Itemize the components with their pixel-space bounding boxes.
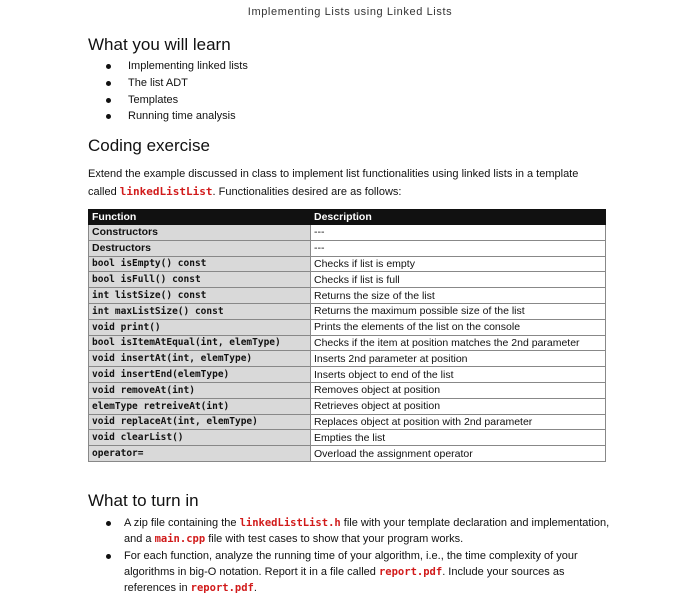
description-cell: Checks if the item at position matches the 2nd parameter (311, 335, 606, 351)
list-item: Running time analysis (104, 108, 248, 125)
description-cell: --- (311, 225, 606, 241)
header-file-code: linkedListList.h (239, 517, 341, 529)
class-name-code: linkedListList (119, 185, 213, 198)
table-row (89, 256, 606, 272)
turnin-text: . (253, 582, 257, 594)
description-cell: Checks if list is empty (311, 256, 606, 272)
function-cell: void print() (89, 319, 311, 335)
table-body (89, 225, 606, 462)
function-cell: Destructors (89, 240, 311, 256)
function-cell: bool isFull() const (89, 272, 311, 288)
table-row (89, 414, 606, 430)
learn-list (104, 58, 248, 125)
table-row (89, 288, 606, 304)
turnin-text: A zip file containing the (124, 517, 240, 529)
description-cell: Returns the maximum possible size of the list (311, 303, 606, 319)
table-row (89, 367, 606, 383)
description-cell: Prints the elements of the list on the console (311, 319, 606, 335)
table-row (89, 303, 606, 319)
intro-text-end: . Functionalities desired are as follows: (212, 186, 402, 198)
table-row (89, 351, 606, 367)
learn-heading: What you will learn (88, 35, 231, 54)
exercise-heading: Coding exercise (88, 136, 210, 155)
table-row (89, 446, 606, 462)
description-cell: Empties the list (311, 430, 606, 446)
description-cell: Inserts object to end of the list (311, 367, 606, 383)
description-cell: Checks if list is full (311, 272, 606, 288)
turnin-list (104, 515, 614, 597)
function-cell: void insertAt(int, elemType) (89, 351, 311, 367)
turnin-heading: What to turn in (88, 491, 199, 510)
table-row (89, 382, 606, 398)
table-row (89, 335, 606, 351)
function-cell: void insertEnd(elemType) (89, 367, 311, 383)
intro-text: Extend the example discussed in class to implement list functionalities using linked lists in a template called (88, 168, 579, 198)
function-cell: Constructors (89, 225, 311, 241)
list-item: Templates (104, 92, 248, 109)
function-cell: operator= (89, 446, 311, 462)
description-cell: --- (311, 240, 606, 256)
list-item (104, 515, 614, 547)
turnin-text: file with your template declaration and implementation, and a (124, 517, 610, 545)
page-header: Implementing Lists using Linked Lists (247, 6, 453, 18)
table-row (89, 225, 606, 241)
column-header-function: Function (89, 210, 311, 225)
function-cell: void removeAt(int) (89, 382, 311, 398)
turnin-text: For each function, analyze the running time of your algorithm, i.e., the time complexity of your algorithms in big-O notation. Report it in a file called (124, 550, 578, 578)
turnin-text: file with test cases to show that your program works. (205, 533, 464, 545)
main-file-code: main.cpp (154, 533, 206, 545)
list-item: The list ADT (104, 75, 248, 92)
report-file-code: report.pdf (378, 566, 443, 578)
table-row (89, 272, 606, 288)
description-cell: Overload the assignment operator (311, 446, 606, 462)
table-row (89, 430, 606, 446)
function-cell: bool isEmpty() const (89, 256, 311, 272)
list-item: Implementing linked lists (104, 58, 248, 75)
description-cell: Inserts 2nd parameter at position (311, 351, 606, 367)
description-cell: Removes object at position (311, 382, 606, 398)
list-item (104, 548, 614, 596)
description-cell: Replaces object at position with 2nd parameter (311, 414, 606, 430)
function-cell: void clearList() (89, 430, 311, 446)
functions-table (88, 209, 606, 462)
table-row (89, 240, 606, 256)
function-cell: void replaceAt(int, elemType) (89, 414, 311, 430)
table-row (89, 398, 606, 414)
turnin-text: . Include your sources as references in (124, 566, 565, 594)
report-file-code: report.pdf (190, 582, 254, 594)
function-cell: int maxListSize() const (89, 303, 311, 319)
function-cell: bool isItemAtEqual(int, elemType) (89, 335, 311, 351)
column-header-description: Description (311, 210, 606, 225)
table-header-row (89, 210, 606, 225)
function-cell: int listSize() const (89, 288, 311, 304)
description-cell: Retrieves object at position (311, 398, 606, 414)
function-cell: elemType retreiveAt(int) (89, 398, 311, 414)
exercise-intro (88, 166, 608, 201)
table-row (89, 319, 606, 335)
description-cell: Returns the size of the list (311, 288, 606, 304)
